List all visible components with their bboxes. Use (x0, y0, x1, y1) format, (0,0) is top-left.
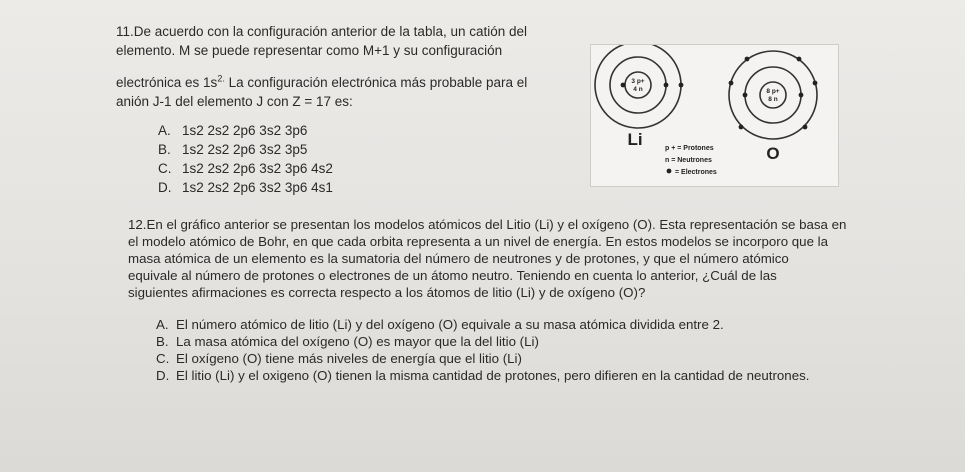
legend-neutrons: n = Neutrones (665, 157, 712, 164)
lithium-atom (595, 45, 683, 149)
option-d[interactable] (156, 367, 809, 384)
electron (739, 125, 744, 130)
bohr-models-svg (591, 45, 838, 186)
option-b[interactable] (158, 140, 333, 159)
electron (799, 93, 804, 98)
oxygen-atom (729, 51, 818, 163)
option-a[interactable] (158, 121, 333, 140)
question-12-line: equivale al número de protones o electrones de un átomo neutro. Teniendo en cuenta lo anterior, ¿Cuál de las (128, 268, 777, 283)
option-text: La masa atómica del oxígeno (O) es mayor que la del litio (Li) (176, 334, 539, 349)
legend (665, 145, 717, 176)
option-letter: B. (158, 142, 171, 157)
electron (664, 83, 669, 88)
option-text: El oxígeno (O) tiene más niveles de energía que el litio (Li) (176, 351, 522, 366)
legend-electron-icon (667, 169, 672, 174)
lithium-nucleus (625, 72, 651, 98)
option-a[interactable] (156, 316, 809, 333)
text-span: La configuración electrónica más probable para el (224, 75, 528, 90)
question-11-line: elemento. M se puede representar como M+1 y su configuración (116, 43, 503, 58)
option-c[interactable] (156, 350, 809, 367)
question-12-line: masa atómica de un elemento es la sumatoria del número de neutrones y de protones, y que el número atómico (128, 251, 789, 266)
electron (803, 125, 808, 130)
question-12-line: el modelo atómico de Bohr, en que cada orbita representa a un nivel de energía. En estos modelos se incorporo que la (128, 234, 829, 249)
question-11-line: 11.De acuerdo con la configuración anterior de la tabla, un catión del (116, 24, 528, 39)
electron (729, 81, 734, 86)
electron (745, 57, 750, 62)
option-letter: C. (158, 161, 172, 176)
option-text: 1s2 2s2 2p6 3s2 3p6 (182, 123, 308, 138)
question-11-line: anión J-1 del elemento J con Z = 17 es: (116, 94, 353, 109)
question-11-title (116, 22, 527, 60)
electron (797, 57, 802, 62)
option-letter: A. (158, 123, 171, 138)
lithium-neutrons: 4 n (633, 86, 643, 93)
option-letter: B. (156, 334, 169, 349)
option-letter: D. (156, 368, 170, 383)
option-c[interactable] (158, 159, 333, 178)
question-12-text (128, 216, 848, 301)
text-span: electrónica es 1s (116, 75, 218, 90)
option-letter: C. (156, 351, 170, 366)
legend-electrons: = Electrones (675, 169, 717, 176)
option-text: El litio (Li) y el oxigeno (O) tienen la misma cantidad de protones, pero difieren en la cantidad de neutrones. (176, 368, 810, 383)
question-12-line: siguientes afirmaciones es correcta respecto a los átomos de litio (Li) y de oxígeno (O)? (128, 285, 646, 300)
question-12-options (156, 316, 809, 384)
oxygen-label: O (766, 144, 780, 163)
electron (679, 83, 684, 88)
oxygen-protons: 8 p+ (766, 88, 780, 95)
question-11-body (116, 73, 527, 111)
question-12-line: 12.En el gráfico anterior se presentan los modelos atómicos del Litio (Li) y el oxígeno (O). Esta representación se basa en (128, 217, 847, 232)
superscript: 2. (217, 73, 225, 84)
electron (621, 83, 626, 88)
option-letter: A. (156, 317, 169, 332)
option-d[interactable] (158, 178, 333, 197)
option-text: 1s2 2s2 2p6 3s2 3p5 (182, 142, 308, 157)
bohr-models-figure (590, 44, 839, 187)
option-text: 1s2 2s2 2p6 3s2 3p6 4s1 (182, 180, 333, 195)
question-11-options (158, 121, 333, 197)
option-letter: D. (158, 180, 172, 195)
electron (743, 93, 748, 98)
legend-protons: p + = Protones (665, 145, 714, 152)
question-11-line (116, 73, 527, 92)
lithium-protons: 3 p+ (631, 78, 645, 85)
electron (813, 81, 818, 86)
oxygen-neutrons: 8 n (768, 96, 778, 103)
option-text: 1s2 2s2 2p6 3s2 3p6 4s2 (182, 161, 333, 176)
option-text: El número atómico de litio (Li) y del oxígeno (O) equivale a su masa atómica dividida entre 2. (176, 317, 724, 332)
option-b[interactable] (156, 333, 809, 350)
oxygen-nucleus (760, 82, 786, 108)
lithium-label: Li (627, 130, 643, 149)
